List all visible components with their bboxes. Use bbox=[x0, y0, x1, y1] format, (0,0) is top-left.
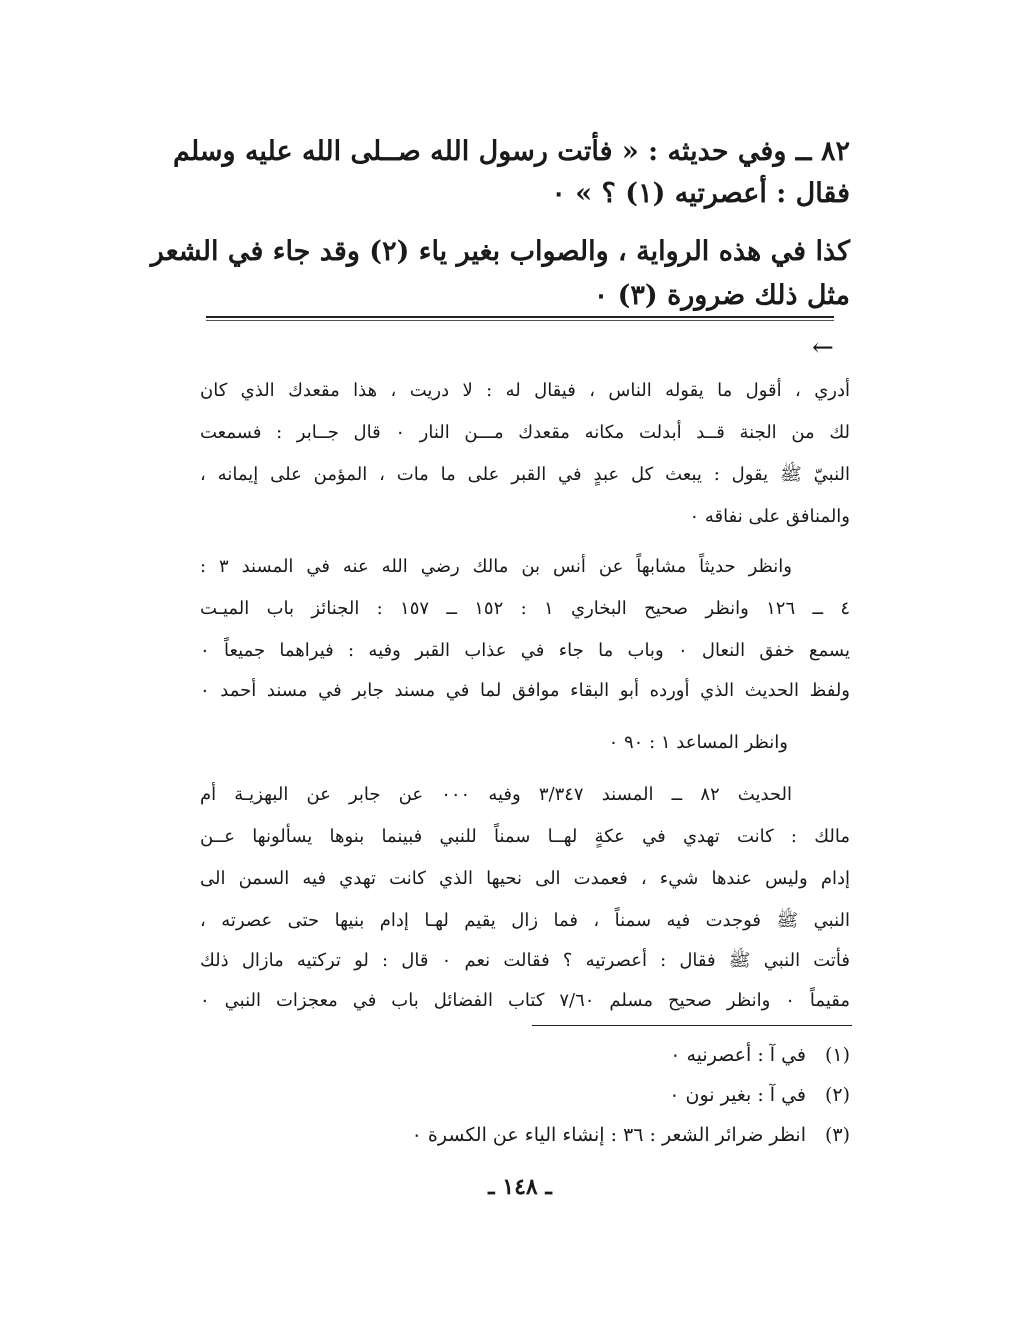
main-text-divider bbox=[206, 316, 834, 318]
commentary-line: إدام وليس عندها شيء ، فعمدت الى نحيها الذي كانت تهدي فيه السمن الى bbox=[200, 868, 850, 889]
commentary-line: فأتت النبي ﷺ فقال : أعصرتيه ؟ فقالت نعم ٠ قال : لو تركتيه مازال ذلك bbox=[200, 950, 851, 971]
continuation-arrow-icon: ← bbox=[812, 333, 834, 363]
commentary-line: ٤ ــ ١٢٦ وانظر صحيح البخاري ١ : ١٥٢ ــ ١٥٧ : الجنائز باب الميـت bbox=[200, 598, 850, 619]
commentary-line: وانظر حديثاً مشابهاً عن أنس بن مالك رضي الله عنه في المسند ٣ : bbox=[200, 556, 792, 577]
commentary-line: وانظر المساعد ١ : ٩٠ ٠ bbox=[608, 732, 788, 753]
page-number: ـ ١٤٨ ـ bbox=[488, 1174, 552, 1200]
main-text-line-4: مثل ذلك ضرورة (٣) ٠ bbox=[593, 280, 850, 311]
commentary-line: يسمع خفق النعال ٠ وباب ما جاء في عذاب القبر وفيه : فيراهما جميعاً ٠ bbox=[200, 640, 850, 661]
footnote-text: انظر ضرائر الشعر : ٣٦ : إنشاء الياء عن الكسرة ٠ bbox=[411, 1124, 806, 1146]
commentary-line: والمنافق على نفاقه ٠ bbox=[689, 506, 850, 527]
commentary-line: مقيماً ٠ وانظر صحيح مسلم ٧/٦٠ كتاب الفضائل باب في معجزات النبي ٠ bbox=[200, 990, 850, 1011]
commentary-line: النبي ﷺ فوجدت فيه سمناً ، فما زال يقيم لهـا إدام بنيها حتى عصرته ، bbox=[200, 910, 850, 931]
main-text-line-1: ٨٢ ــ وفي حديثه : « فأتت رسول الله صــلى الله عليه وسلم bbox=[172, 136, 850, 167]
main-text-line-2: فقال : أعصرتيه (١) ؟ » ٠ bbox=[551, 178, 850, 209]
footnote-3 bbox=[200, 1120, 850, 1150]
footnote-2 bbox=[200, 1080, 850, 1110]
footnote-divider bbox=[532, 1025, 852, 1026]
commentary-line: النبيّ ﷺ يقول : يبعث كل عبدٍ في القبر على ما مات ، المؤمن على إيمانه ، bbox=[200, 464, 850, 485]
commentary-line: مالك : كانت تهدي في عكةٍ لهــا سمناً للنبي فبينما بنوها يسألونها عــن bbox=[200, 826, 850, 847]
footnote-1 bbox=[200, 1040, 850, 1070]
main-text-line-3: كذا في هذه الرواية ، والصواب بغير ياء (٢) وقد جاء في الشعر bbox=[150, 236, 850, 267]
main-text-divider-thin bbox=[206, 320, 834, 321]
footnote-text: في آ : بغير نون ٠ bbox=[669, 1084, 806, 1106]
footnote-number: (١) bbox=[824, 1044, 850, 1066]
commentary-line: الحديث ٨٢ ــ المسند ٣/٣٤٧ وفيه ٠٠٠ عن جابر عن البهزيـة أم bbox=[200, 784, 793, 805]
footnote-number: (٢) bbox=[824, 1084, 850, 1106]
commentary-line: لك من الجنة قــد أبدلت مكانه مقعدك مـــن النار ٠ قال جــابر : فسمعت bbox=[200, 422, 850, 443]
commentary-line: أدري ، أقول ما يقوله الناس ، فيقال له : لا دريت ، هذا مقعدك الذي كان bbox=[200, 380, 850, 401]
commentary-line: ولفظ الحديث الذي أورده أبو البقاء موافق لما في مسند جابر في مسند أحمد ٠ bbox=[200, 680, 850, 701]
footnote-number: (٣) bbox=[824, 1124, 850, 1146]
footnote-text: في آ : أعصرنيه ٠ bbox=[670, 1044, 806, 1066]
